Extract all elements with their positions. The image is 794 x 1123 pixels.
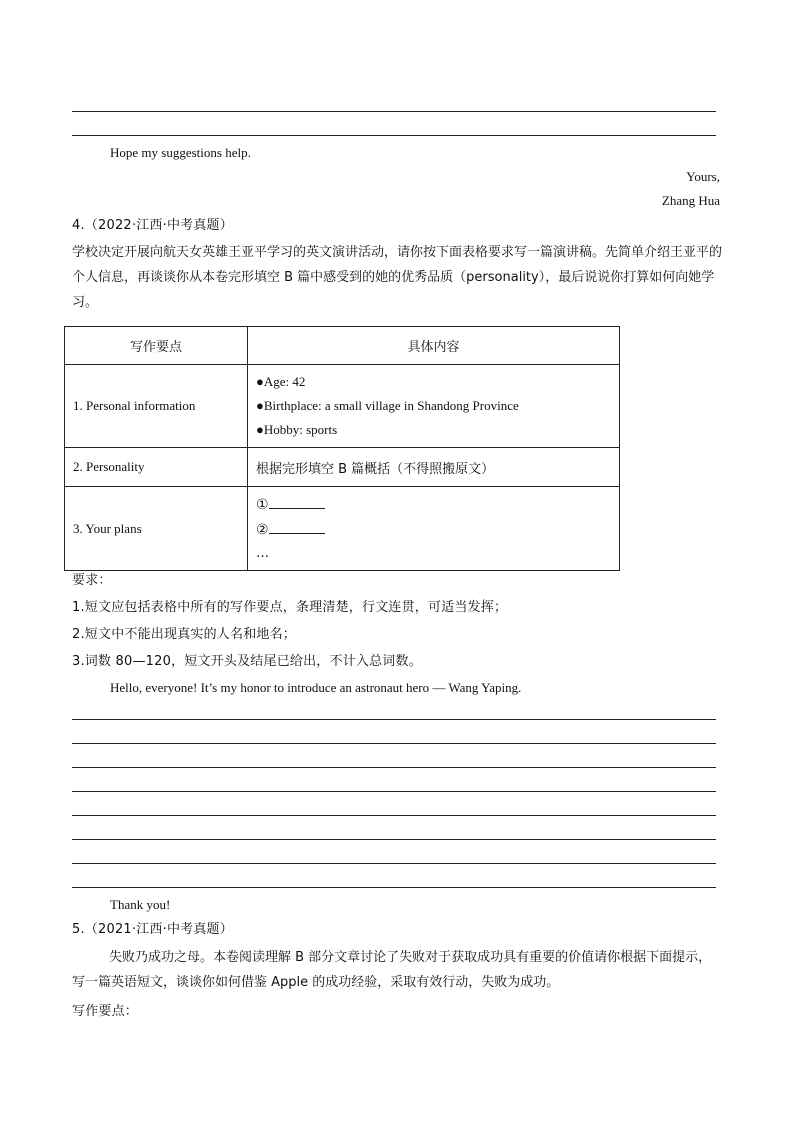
row-personal-info-content <box>248 365 620 448</box>
row-personal-info-label: 1. Personal information <box>65 365 248 448</box>
writing-line <box>72 839 716 840</box>
plan-marker-1: ① <box>256 496 269 513</box>
bullet-hobby: ●Hobby: sports <box>256 422 338 437</box>
question-5-heading: 5.（2021·江西·中考真题） <box>72 922 233 937</box>
plan-blank-2 <box>269 521 325 534</box>
writing-line <box>72 743 716 744</box>
writing-line <box>72 815 716 816</box>
row-plans-label: 3. Your plans <box>65 487 248 571</box>
writing-line <box>72 887 716 888</box>
bullet-birthplace: ●Birthplace: a small village in Shandong Province <box>256 398 519 413</box>
requirements-title: 要求： <box>72 573 112 588</box>
requirement-1: 1.短文应包括表格中所有的写作要点，条理清楚，行文连贯，可适当发挥； <box>72 600 508 615</box>
letter-signature: Zhang Hua <box>661 193 720 208</box>
question-4-heading: 4.（2022·江西·中考真题） <box>72 218 233 233</box>
question-4-prompt: 学校决定开展向航天女英雄王亚平学习的英文演讲活动，请你按下面表格要求写一篇演讲稿。先简单介绍王亚平的个人信息，再谈谈你从本卷完形填空 B 篇中感受到的她的优秀品质（personality），最后说说你打算如何向她学习。 <box>72 245 723 310</box>
speech-closing: Thank you! <box>110 897 171 912</box>
plan-blank-1 <box>269 496 325 509</box>
letter-signoff: Yours, <box>686 169 720 184</box>
plan-ellipsis: … <box>256 545 269 561</box>
bullet-age: ●Age: 42 <box>256 374 306 389</box>
writing-points-title: 写作要点： <box>72 1004 139 1019</box>
requirement-3: 3.词数 80—120，短文开头及结尾已给出，不计入总词数。 <box>72 654 422 669</box>
writing-line <box>72 767 716 768</box>
speech-opening: Hello, everyone! It’s my honor to introduce an astronaut hero — Wang Yaping. <box>110 680 522 695</box>
question-5-prompt: 失败乃成功之母。本卷阅读理解 B 部分文章讨论了失败对于获取成功具有重要的价值请你根据下面提示，写一篇英语短文，谈谈你如何借鉴 Apple 的成功经验，采取有效行动，失败为成功。 <box>72 950 712 990</box>
writing-line <box>72 135 716 136</box>
row-personality-label: 2. Personality <box>65 448 248 487</box>
writing-line <box>72 719 716 720</box>
table-header-points: 写作要点 <box>65 327 248 365</box>
table-header-content: 具体内容 <box>248 327 620 365</box>
requirement-2: 2.短文中不能出现真实的人名和地名； <box>72 627 297 642</box>
row-plans-content <box>248 487 620 571</box>
closing-sentence: Hope my suggestions help. <box>110 145 251 160</box>
writing-line <box>72 791 716 792</box>
writing-line <box>72 111 716 112</box>
row-personality-content: 根据完形填空 B 篇概括（不得照搬原文） <box>248 448 620 487</box>
writing-line <box>72 863 716 864</box>
plan-marker-2: ② <box>256 521 269 538</box>
writing-requirements-table <box>64 326 620 571</box>
